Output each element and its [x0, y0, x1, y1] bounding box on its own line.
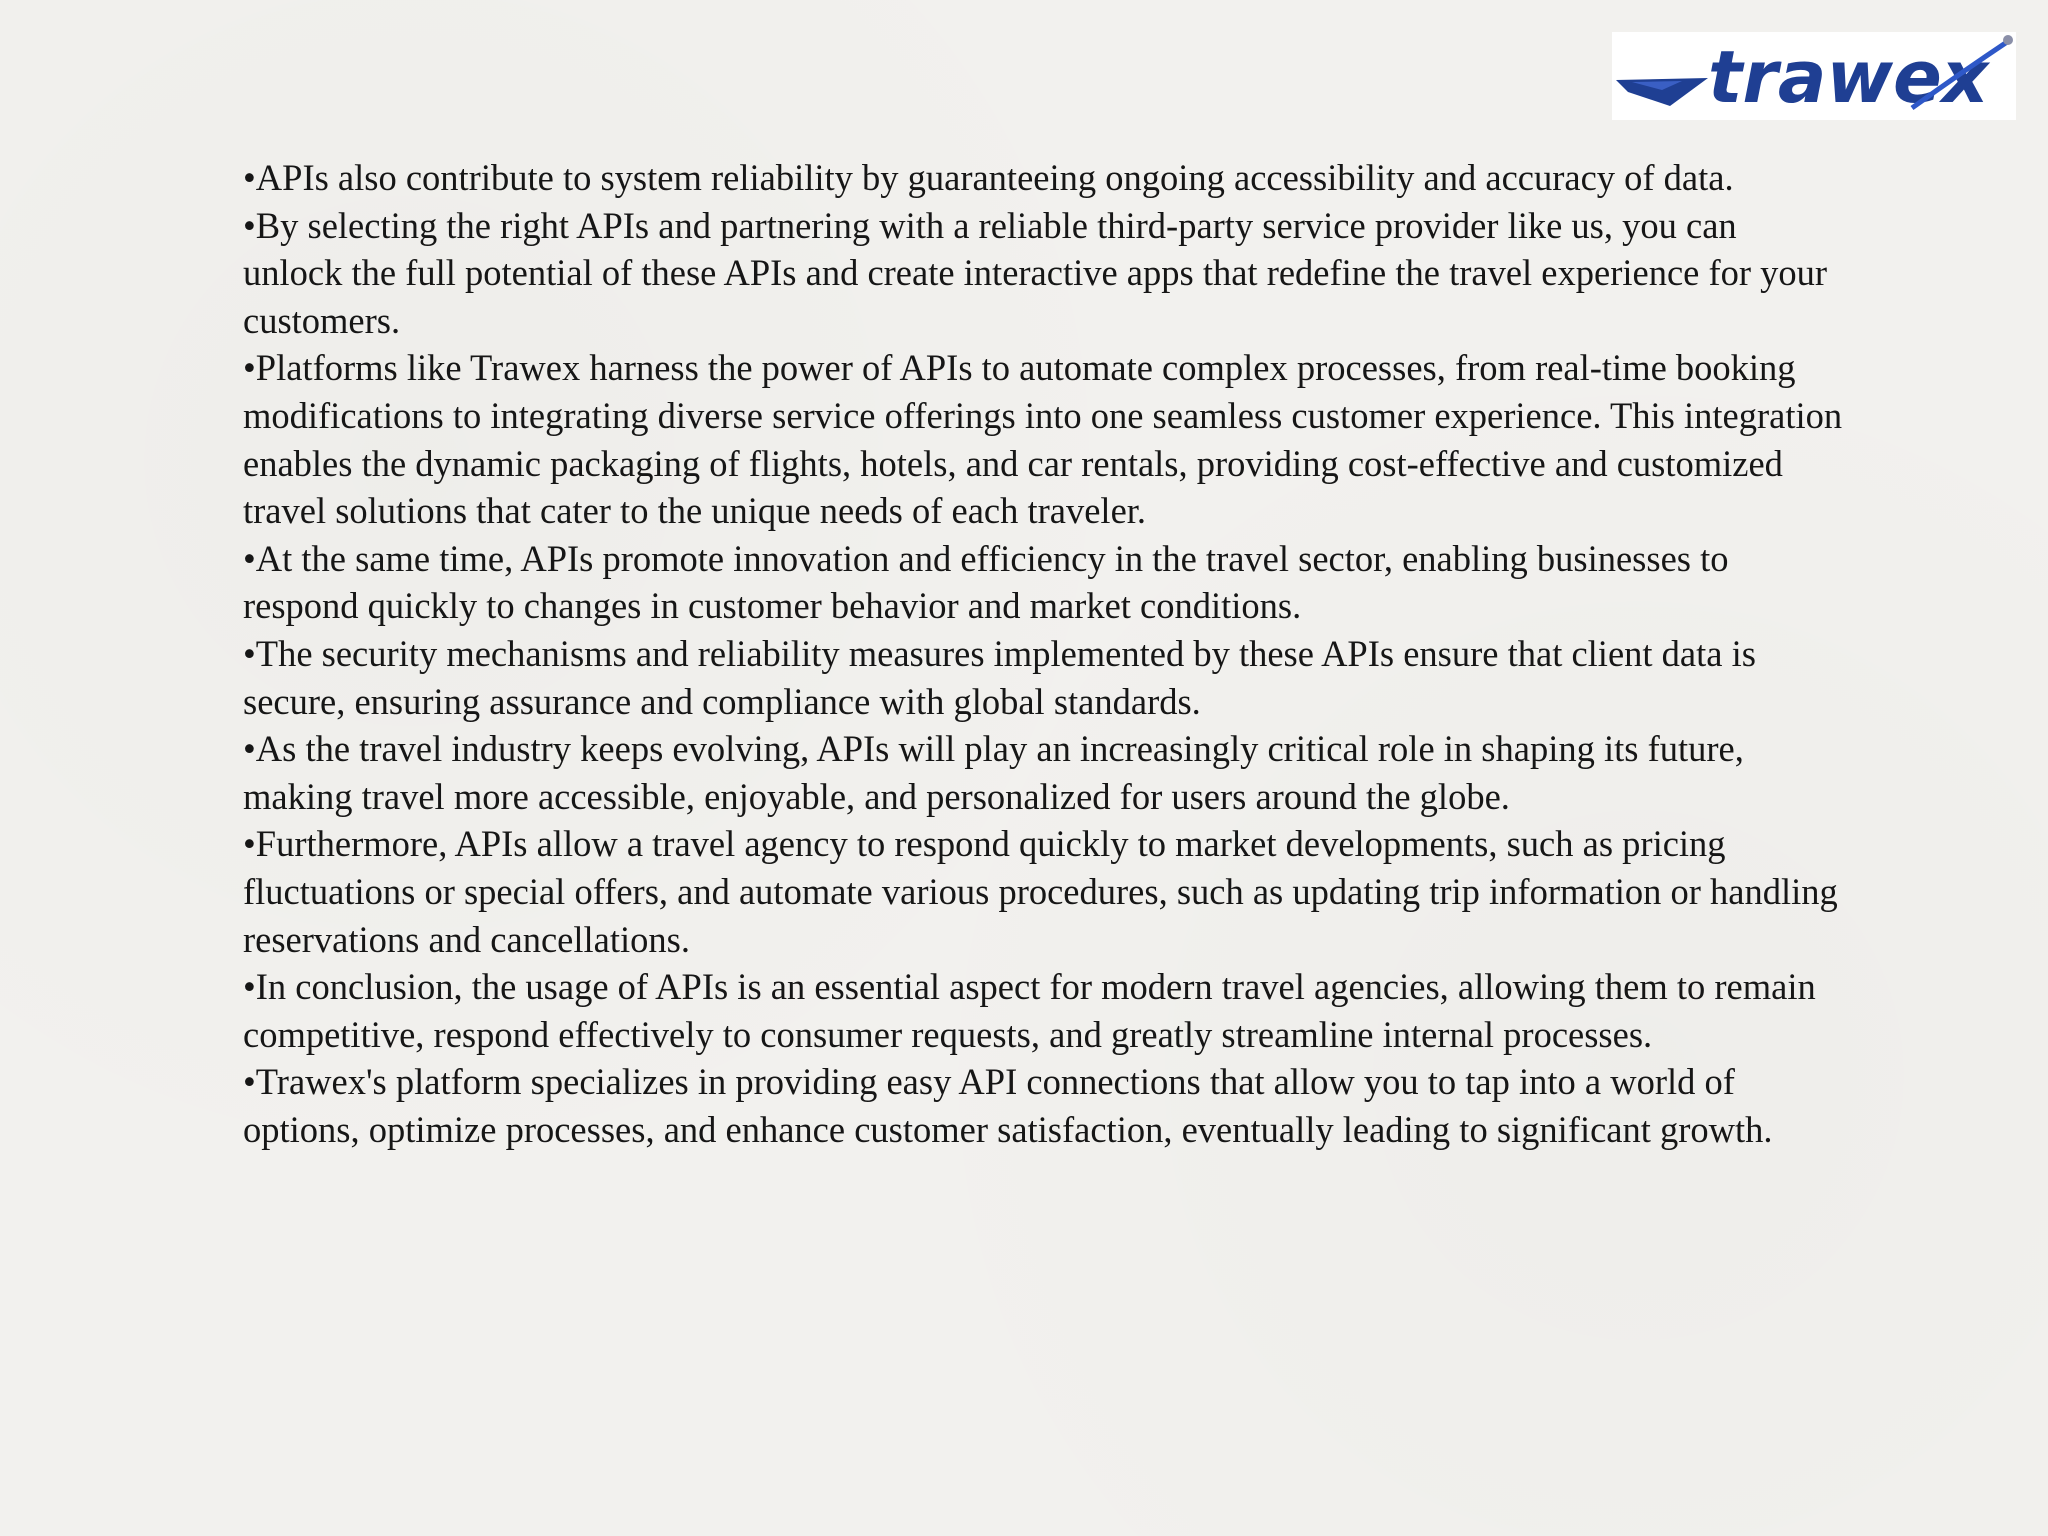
trawex-logo	[1612, 32, 2016, 120]
bullet-item	[243, 202, 1843, 345]
bullet-marker: •	[243, 728, 256, 770]
bullet-item	[243, 1058, 1843, 1153]
bullet-text: The security mechanisms and reliability measures implemented by these APIs ensure that client data is secure, ensuring assurance and compliance with global standards.	[243, 632, 1756, 722]
bullet-text: Trawex's platform specializes in providing easy API connections that allow you to tap into a world of options, optimize processes, and enhance customer satisfaction, eventually leading to significant growth.	[243, 1061, 1773, 1150]
bullet-item	[243, 963, 1843, 1058]
trawex-logo-graphic	[1612, 32, 2016, 120]
bullet-marker: •	[243, 632, 256, 674]
logo-wordmark: trawex	[1708, 35, 1989, 119]
bullet-text: APIs also contribute to system reliability by guaranteeing ongoing accessibility and accuracy of data.	[255, 157, 1734, 198]
bullet-list	[243, 154, 1843, 1153]
bullet-text: Furthermore, APIs allow a travel agency to respond quickly to market developments, such as pricing fluctuations or special offers, and automate various procedures, such as updating trip information or handling reservations and cancellations.	[243, 823, 1838, 960]
logo-registered-dot	[2003, 35, 2013, 45]
bullet-item	[243, 725, 1843, 820]
bullet-text: At the same time, APIs promote innovation and efficiency in the travel sector, enabling businesses to respond quickly to changes in customer behavior and market conditions.	[243, 537, 1729, 627]
bullet-item	[243, 535, 1843, 630]
bullet-text: Platforms like Trawex harness the power of APIs to automate complex processes, from real-time booking modifications to integrating diverse service offerings into one seamless customer experience. This integration enables the dynamic packaging of flights, hotels, and car rentals, providing cost-effective and customized travel solutions that cater to the unique needs of each traveler.	[243, 347, 1843, 532]
bullet-item	[243, 154, 1843, 202]
bullet-marker: •	[243, 966, 256, 1008]
bullet-text: As the travel industry keeps evolving, APIs will play an increasingly critical role in shaping its future, making travel more accessible, enjoyable, and personalized for users around the globe.	[243, 728, 1744, 817]
bullet-item	[243, 344, 1843, 534]
bullet-marker: •	[243, 157, 256, 198]
bullet-item	[243, 820, 1843, 963]
bullet-marker: •	[243, 823, 256, 865]
bullet-marker: •	[243, 204, 256, 246]
bullet-marker: •	[243, 347, 256, 389]
bullet-item	[243, 630, 1843, 725]
bullet-marker: •	[243, 537, 256, 579]
bullet-text: In conclusion, the usage of APIs is an essential aspect for modern travel agencies, allowing them to remain competitive, respond effectively to consumer requests, and greatly streamline internal processes.	[243, 966, 1816, 1055]
bullet-text: By selecting the right APIs and partnering with a reliable third-party service provider like us, you can unlock the full potential of these APIs and create interactive apps that redefine the travel experience for your customers.	[243, 204, 1828, 341]
bullet-marker: •	[243, 1061, 256, 1103]
